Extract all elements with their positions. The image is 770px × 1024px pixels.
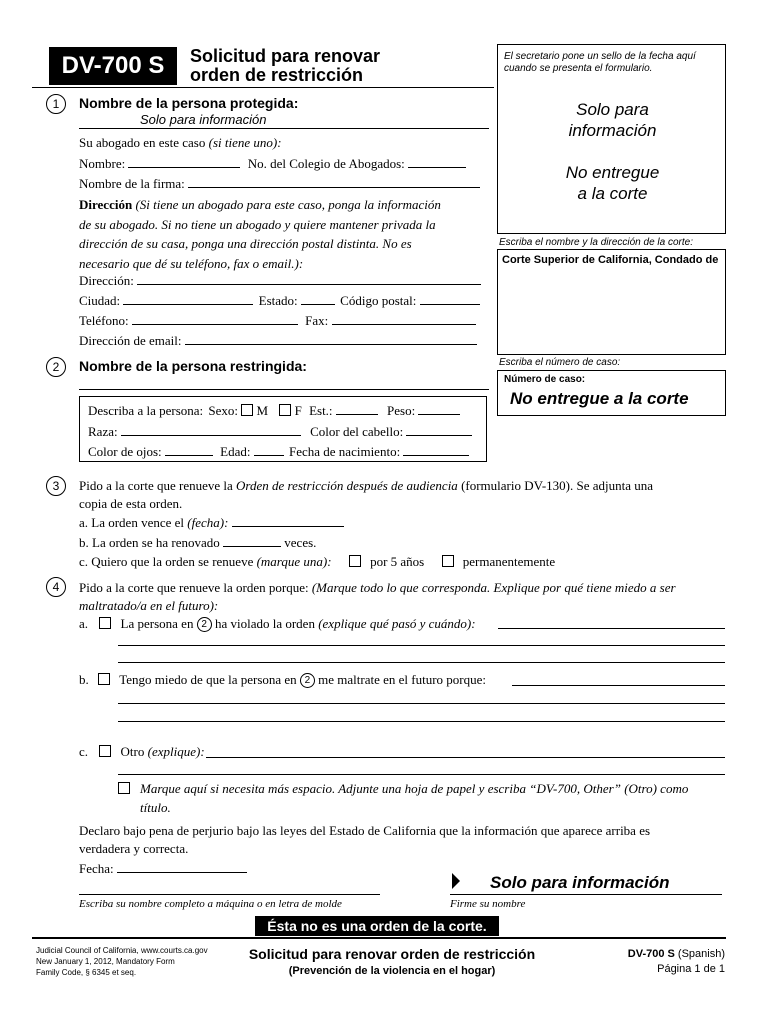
renewed-row: b. La orden se ha renovado veces. [79, 535, 317, 550]
ref-section-2-badge: 2 [300, 673, 315, 688]
extra-space-checkbox[interactable] [118, 782, 130, 794]
case-number-label: Número de caso: [504, 374, 586, 385]
lawyer-name-field[interactable] [128, 155, 240, 168]
reason-a-checkbox[interactable] [99, 617, 111, 629]
court-name-value: Corte Superior de California, Condado de [502, 254, 719, 266]
clerk-note: El secretario pone un sello de la fecha aquí cuando se presenta el formulario. [504, 51, 696, 74]
sex-m-checkbox[interactable] [241, 404, 253, 416]
reason-b-line2[interactable] [118, 703, 725, 704]
reason-a-line1[interactable] [498, 628, 725, 629]
signature-value[interactable]: Solo para información [490, 873, 670, 892]
weight-field[interactable] [418, 402, 460, 415]
signature-line [450, 894, 722, 895]
height-field[interactable] [336, 402, 378, 415]
dob-field[interactable] [403, 443, 469, 456]
renew-length-row: c. Quiero que la orden se renueve (marque una): por 5 años permanentemente [79, 554, 556, 569]
state-field[interactable] [301, 292, 335, 305]
zip-field[interactable] [420, 292, 480, 305]
declaration-date-row: Fecha: [79, 860, 247, 877]
bar-number-field[interactable] [408, 155, 466, 168]
section-3-number: 3 [46, 476, 66, 496]
firm-name-field[interactable] [188, 175, 480, 188]
renew-permanent-checkbox[interactable] [442, 555, 454, 567]
fax-field[interactable] [332, 312, 476, 325]
court-name-box[interactable] [497, 249, 726, 355]
race-field[interactable] [121, 423, 301, 436]
footer-subtitle: (Prevención de la violencia en el hogar) [288, 965, 496, 977]
reason-c-row: c. Otro (explique): [79, 744, 205, 759]
footer-page-number: Página 1 de 1 [657, 963, 725, 975]
phone-row: Teléfono: Fax: [79, 312, 476, 329]
city-field[interactable] [123, 292, 253, 305]
footer-form-code: DV-700 S (Spanish) [627, 948, 725, 960]
section-1-heading: Nombre de la persona protegida: [79, 95, 299, 111]
address-field[interactable] [137, 272, 481, 285]
printed-name-caption: Escriba su nombre completo a máquina o en letra de molde [79, 898, 342, 910]
address-instructions: Dirección (Si tiene un abogado para este caso, ponga la información de su abogado. Si no tiene un abogado y quiere mantener privada la dirección de su casa, ponga una dirección postal distinta. No es necesario que dé su teléfono, fax o email.): [79, 197, 441, 271]
describe-row2: Raza: Color del cabello: [88, 423, 472, 440]
address-row: Dirección: [79, 272, 481, 289]
clerk-warning-text: No entregue a la corte [565, 163, 660, 203]
form-title-line2: orden de restricción [190, 65, 364, 85]
clerk-info-text: Solo para información [568, 100, 657, 140]
declaration-text: Declaro bajo pena de perjurio bajo las leyes del Estado de California que la información que aparece arriba es verdadera y correcta. [79, 823, 651, 856]
section-1-number: 1 [46, 94, 66, 114]
court-box-label: Escriba el nombre y la dirección de la corte: [499, 237, 693, 248]
header-rule [32, 87, 494, 88]
reason-b-line3[interactable] [118, 721, 725, 722]
form-code-badge: DV-700 S [49, 47, 177, 85]
case-number-box[interactable] [497, 370, 726, 416]
protected-name-value[interactable]: Solo para información [140, 112, 267, 127]
sex-f-checkbox[interactable] [279, 404, 291, 416]
clerk-stamp-box [497, 44, 726, 234]
firm-row: Nombre de la firma: [79, 175, 480, 192]
age-field[interactable] [254, 443, 284, 456]
expiry-row: a. La orden vence el (fecha): [79, 514, 344, 531]
renewed-count-field[interactable] [223, 534, 281, 547]
eye-color-field[interactable] [165, 443, 213, 456]
reason-b-row: b. Tengo miedo de que la persona en 2 me maltrate en el futuro porque: [79, 672, 487, 687]
reason-c-line2[interactable] [118, 774, 725, 775]
form-title-line1: Solicitud para renovar [190, 46, 381, 66]
describe-row3: Color de ojos: Edad: Fecha de nacimiento: [88, 443, 469, 460]
email-field[interactable] [185, 332, 477, 345]
reason-c-checkbox[interactable] [99, 745, 111, 757]
section-4-intro: Pido a la corte que renueve la orden porque: (Marque todo lo que corresponda. Explique por qué tiene miedo a ser maltratado/a en el futuro): [79, 580, 676, 613]
signature-caption: Firme su nombre [450, 898, 526, 910]
reason-c-line1[interactable] [206, 757, 725, 758]
signature-arrow-icon [452, 873, 460, 889]
lawyer-name-row: Nombre: No. del Colegio de Abogados: [79, 155, 466, 172]
expiry-date-field[interactable] [232, 514, 344, 527]
not-an-order-banner: Ésta no es una orden de la corte. [255, 916, 499, 936]
describe-row1: Describa a la persona: Sexo: M F Est.: Peso: [88, 402, 460, 419]
section-3-intro: Pido a la corte que renueve la Orden de restricción después de audiencia (formulario DV-130). Se adjunta una copia de esta orden. [79, 478, 654, 511]
phone-field[interactable] [132, 312, 298, 325]
declaration-date-field[interactable] [117, 860, 247, 873]
case-box-label: Escriba el número de caso: [499, 357, 621, 368]
restrained-description-box [79, 396, 487, 462]
city-row: Ciudad: Estado: Código postal: [79, 292, 480, 309]
footer-title: Solicitud para renovar orden de restricción [248, 946, 536, 962]
reason-a-row: a. La persona en 2 ha violado la orden (explique qué pasó y cuándo): [79, 616, 476, 631]
reason-b-line1[interactable] [512, 685, 725, 686]
section-2-number: 2 [46, 357, 66, 377]
footer-rule [32, 937, 726, 939]
reason-a-line3[interactable] [118, 662, 725, 663]
reason-a-line2[interactable] [118, 645, 725, 646]
restrained-name-line[interactable] [79, 389, 489, 390]
renew-5-years-checkbox[interactable] [349, 555, 361, 567]
footer-left-info: Judicial Council of California, www.courts.ca.gov New January 1, 2012, Mandatory Form Family Code, § 6345 et seq. [36, 946, 208, 977]
case-number-value: No entregue a la corte [510, 389, 689, 408]
ref-section-2-badge: 2 [197, 617, 212, 632]
protected-name-line [79, 128, 489, 129]
printed-name-line[interactable] [79, 894, 380, 895]
email-row: Dirección de email: [79, 332, 477, 349]
section-4-number: 4 [46, 577, 66, 597]
hair-color-field[interactable] [406, 423, 472, 436]
extra-space-row: Marque aquí si necesita más espacio. Adjunte una hoja de papel y escriba “DV-700, Other” (Otro) como título. [118, 779, 688, 817]
reason-b-checkbox[interactable] [98, 673, 110, 685]
section-2-heading: Nombre de la persona restringida: [79, 358, 307, 374]
lawyer-label: Su abogado en este caso (si tiene uno): [79, 135, 282, 150]
